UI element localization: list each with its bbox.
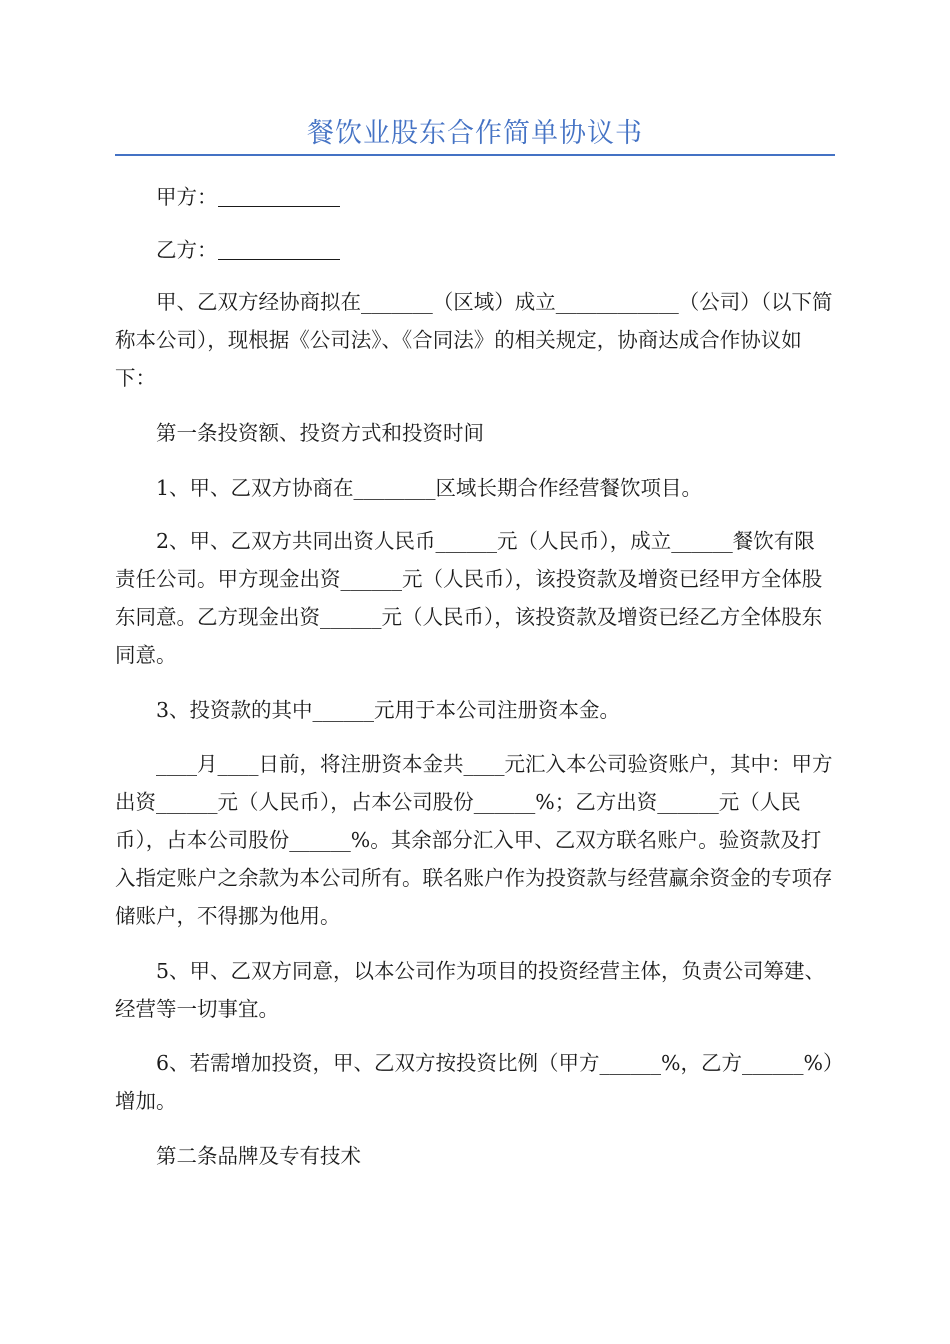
article-1-heading: 第一条投资额、投资方式和投资时间 — [156, 421, 484, 445]
party-b-blank — [218, 236, 340, 260]
clause-6: 6、若需增加投资，甲、乙双方按投资比例（甲方______%，乙方______%）增加。 — [115, 1051, 834, 1113]
party-a-label: 甲方： — [156, 185, 218, 209]
clause-1: 1、甲、乙双方协商在________区域长期合作经营餐饮项目。 — [156, 476, 703, 500]
clause-3-detail: ____月____日前，将注册资本金共____元汇入本公司验资账户，其中：甲方出资______元（人民币），占本公司股份______%；乙方出资______元（人民币），占本公司股份______%。其余部分汇入甲、乙双方联名账户。验资款及打入指定账户之余款为本公司所有。联名账户作为投资款与经营赢余资金的专项存储账户，不得挪为他用。 — [115, 752, 833, 928]
intro-paragraph: 甲、乙双方经协商拟在_______（区域）成立____________（公司）（以下简称本公司），现根据《公司法》、《合同法》的相关规定，协商达成合作协议如下： — [115, 290, 833, 390]
clause-3: 3、投资款的其中______元用于本公司注册资本金。 — [156, 698, 621, 722]
title-divider — [115, 154, 835, 156]
document-title: 餐饮业股东合作简单协议书 — [307, 118, 643, 149]
clause-5: 5、甲、乙双方同意，以本公司作为项目的投资经营主体，负责公司筹建、经营等一切事宜。 — [115, 959, 826, 1021]
article-2-heading: 第二条品牌及专有技术 — [156, 1144, 361, 1168]
party-b-line — [115, 231, 835, 269]
clause-2: 2、甲、乙双方共同出资人民币______元（人民币），成立______餐饮有限责任公司。甲方现金出资______元（人民币），该投资款及增资已经甲方全体股东同意。乙方现金出资______元（人民币），该投资款及增资已经乙方全体股东同意。 — [115, 529, 823, 667]
party-b-label: 乙方： — [156, 238, 218, 262]
party-a-line — [115, 178, 835, 216]
party-a-blank — [218, 183, 340, 207]
